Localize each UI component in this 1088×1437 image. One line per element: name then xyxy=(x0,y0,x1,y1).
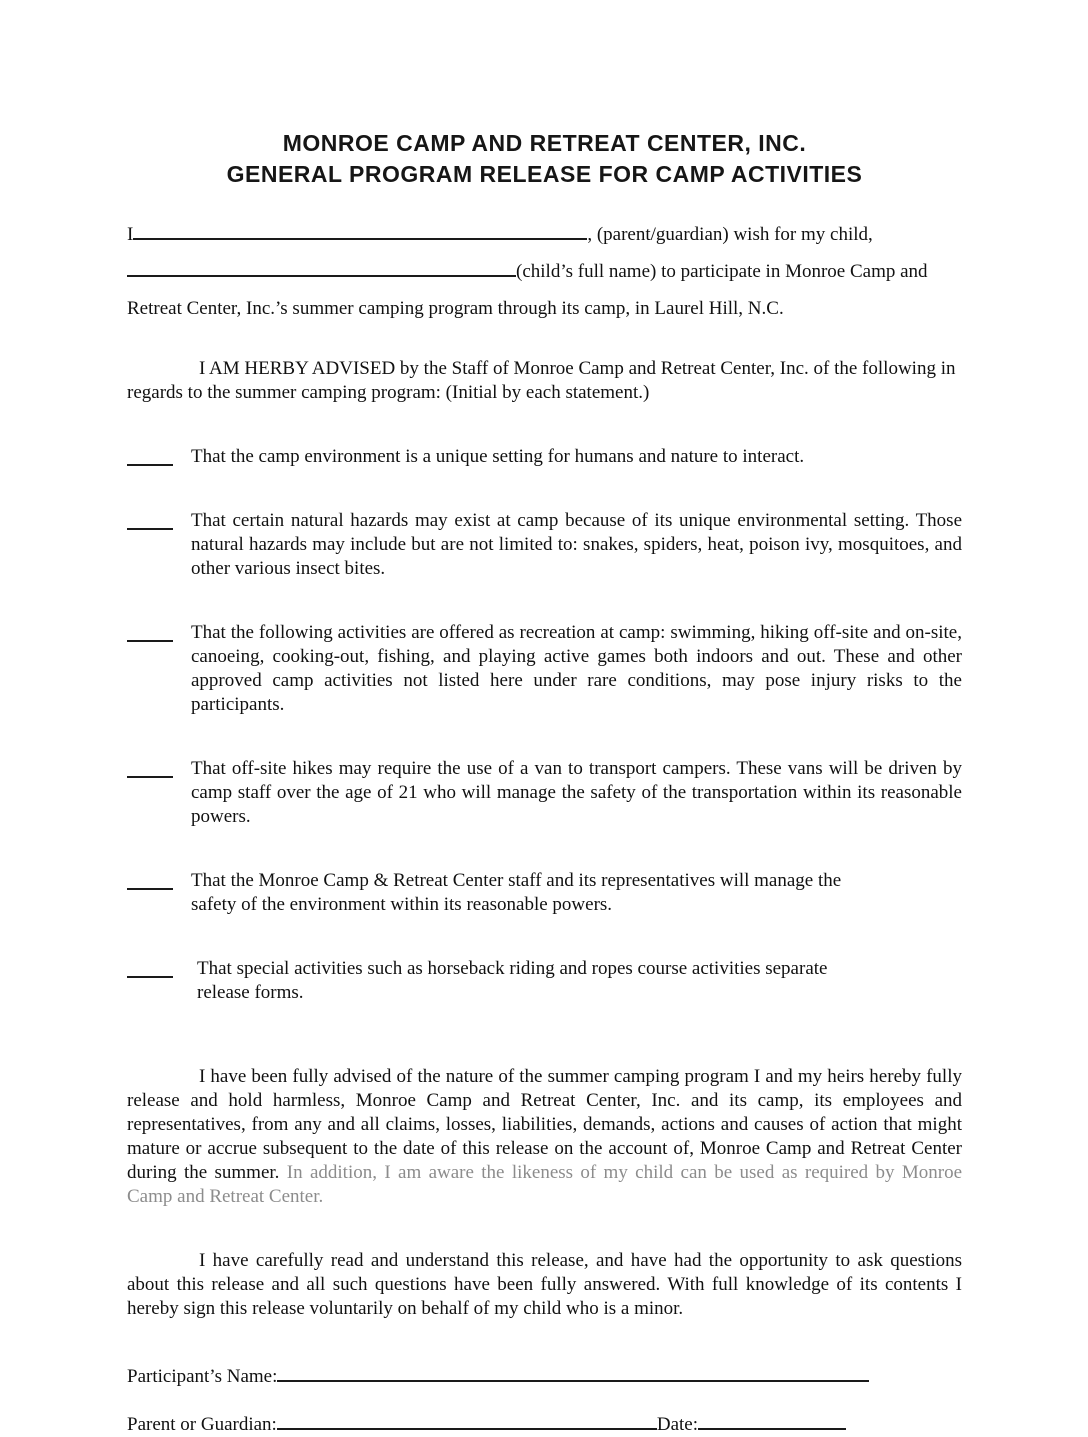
statement-row-4 xyxy=(127,757,962,829)
document-title xyxy=(127,128,962,190)
participant-name-row xyxy=(127,1365,962,1389)
initial-blank-4[interactable] xyxy=(127,757,173,778)
participant-name-blank[interactable] xyxy=(277,1365,869,1382)
advisory-paragraph: I AM HERBY ADVISED by the Staff of Monroe Camp and Retreat Center, Inc. of the following in regards to the summer camping program: (Initial by each statement.) xyxy=(127,358,956,403)
initial-blank-3[interactable] xyxy=(127,621,173,642)
parent-guardian-name-blank[interactable] xyxy=(133,223,587,240)
title-line-1: MONROE CAMP AND RETREAT CENTER, INC. xyxy=(282,130,807,156)
intro-after-child-blank: (child’s full name) to participate in Monroe Camp and xyxy=(516,261,928,282)
statement-row-3 xyxy=(127,621,962,717)
release-black-text: I have been fully advised of the nature of the summer camping program I and my heirs hereby fully release and hold harmless, Monroe Camp and Retreat Center, Inc. and its camp, its employees and representatives, from any and all claims, losses, liabilities, demands, actions and causes of action that might mature or accrue subsequent to the date of this release on the account of, Monroe Camp and Retreat Center during the summer. xyxy=(127,1066,962,1183)
initial-blank-2[interactable] xyxy=(127,509,173,530)
statement-row-5 xyxy=(127,869,962,917)
parent-guardian-label: Parent or Guardian: xyxy=(127,1414,277,1435)
initial-blank-6[interactable] xyxy=(127,957,173,978)
parent-guardian-row xyxy=(127,1413,962,1437)
release-paragraph xyxy=(127,1065,962,1209)
initial-blank-5[interactable] xyxy=(127,869,173,890)
intro-prefix: I xyxy=(127,224,134,245)
date-blank[interactable] xyxy=(698,1413,846,1430)
parent-guardian-signature-blank[interactable] xyxy=(277,1413,657,1430)
date-label: Date: xyxy=(656,1414,698,1435)
statement-text-4: That off-site hikes may require the use of a van to transport campers. These vans will be driven by camp staff over the age of 21 who will manage the safety of the transportation within its reasonable powers. xyxy=(191,758,962,827)
statement-row-6 xyxy=(127,957,962,1005)
initial-blank-1[interactable] xyxy=(127,445,173,466)
participant-name-label: Participant’s Name: xyxy=(127,1366,278,1387)
release-gray-text: In addition, I am aware the likeness of my child can be used as required by Monroe Camp and Retreat Center. xyxy=(127,1162,963,1207)
statement-text-3: That the following activities are offered as recreation at camp: swimming, hiking off-site and on-site, canoeing, cooking-out, fishing, and playing active games both indoors and out. These and other approved camp activities not listed here under rare conditions, may pose injury risks to the participants. xyxy=(191,622,962,715)
statement-text-2: That certain natural hazards may exist at camp because of its unique environmental setting. Those natural hazards may include but are not limited to: snakes, spiders, heat, poison ivy, mosquitoes, and other various insect bites. xyxy=(191,510,962,579)
statement-row-1 xyxy=(127,445,962,469)
statement-row-2 xyxy=(127,509,962,581)
statement-text-6: That special activities such as horseback riding and ropes course activities separate release forms. xyxy=(197,958,828,1003)
statement-text-1: That the camp environment is a unique setting for humans and nature to interact. xyxy=(191,446,805,467)
closing-paragraph: I have carefully read and understand this release, and have had the opportunity to ask questions about this release and all such questions have been fully answered. With full knowledge of its contents I hereby sign this release voluntarily on behalf of my child who is a minor. xyxy=(127,1250,962,1319)
title-line-2: GENERAL PROGRAM RELEASE FOR CAMP ACTIVITIES xyxy=(226,161,863,187)
statement-text-5: That the Monroe Camp & Retreat Center staff and its representatives will manage the safety of the environment within its reasonable powers. xyxy=(191,870,842,915)
child-full-name-blank[interactable] xyxy=(127,260,516,277)
intro-line-3: Retreat Center, Inc.’s summer camping program through its camp, in Laurel Hill, N.C. xyxy=(127,298,784,319)
intro-after-parent-blank: , (parent/guardian) wish for my child, xyxy=(587,224,873,245)
intro-paragraph xyxy=(127,216,962,327)
